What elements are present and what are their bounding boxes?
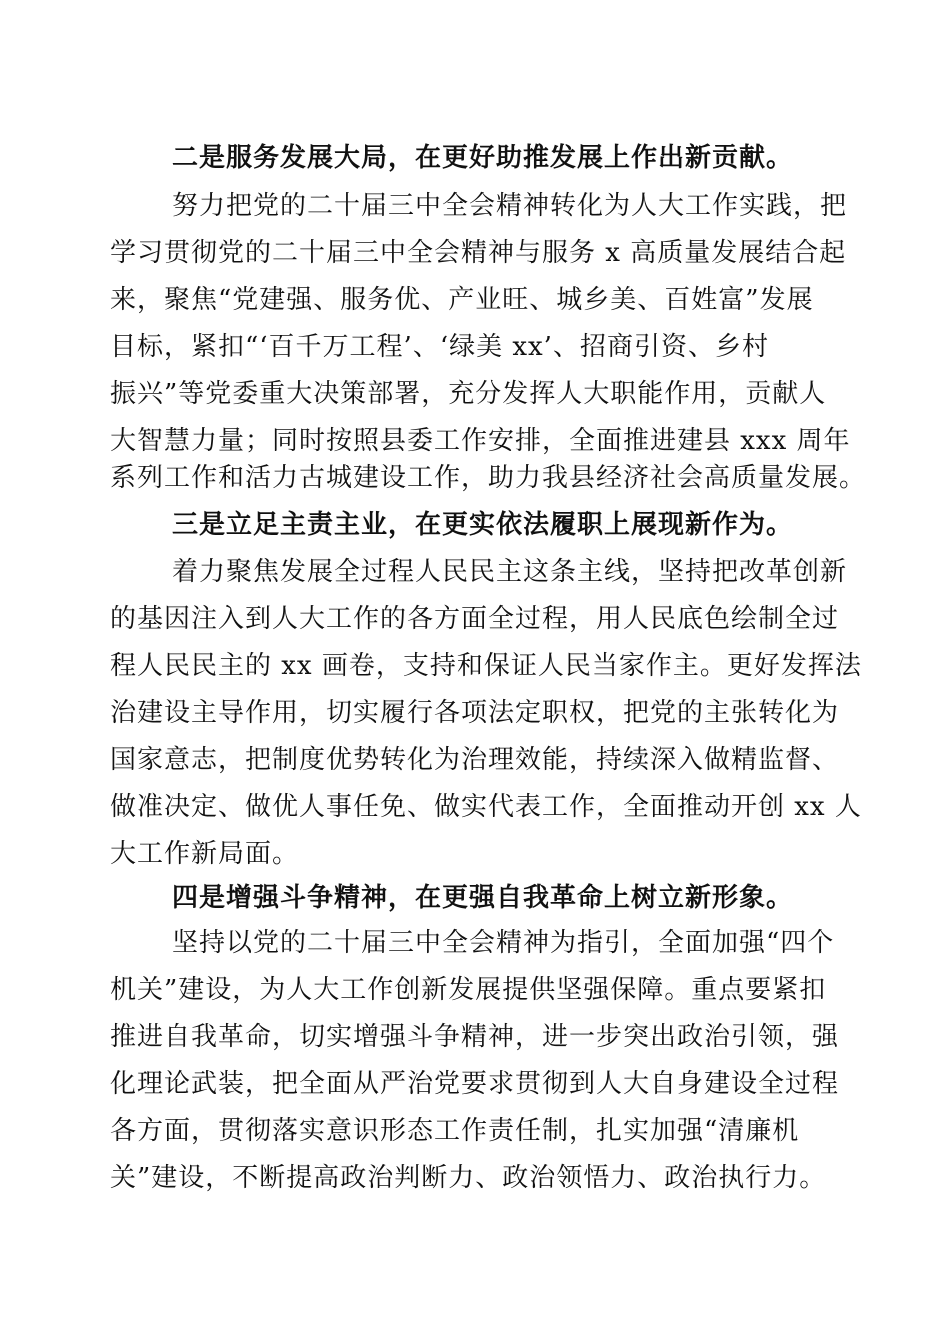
paragraph-line: 化理论武装，把全面从严治党要求贯彻到人大自身建设全过程: [110, 1069, 840, 1099]
paragraph-line: 来，聚焦“党建强、服务优、产业旺、城乡美、百姓富”发展: [110, 285, 814, 315]
paragraph-line: 努力把党的二十届三中全会精神转化为人大工作实践，把: [172, 191, 848, 221]
paragraph-line: 推进自我革命，切实增强斗争精神，进一步突出政治引领，强: [110, 1022, 840, 1052]
paragraph-line: 各方面，贯彻落实意识形态工作责任制，扎实加强“清廉机: [110, 1116, 800, 1146]
paragraph-line: 关”建设，不断提高政治判断力、政治领悟力、政治执行力。: [110, 1163, 827, 1193]
paragraph-line: 国家意志，把制度优势转化为治理效能，持续深入做精监督、: [110, 745, 840, 775]
paragraph-line: 大工作新局面。: [110, 839, 300, 869]
paragraph-line: 大智慧力量；同时按照县委工作安排，全面推进建县 xxx 周年: [110, 426, 851, 456]
section-heading-2: 二是服务发展大局，在更好助推发展上作出新贡献。: [172, 143, 794, 173]
paragraph-line: 机关”建设，为人大工作创新发展提供坚强保障。重点要紧扣: [110, 975, 827, 1005]
paragraph-line: 学习贯彻党的二十届三中全会精神与服务 x 高质量发展结合起: [110, 238, 847, 268]
section-heading-3: 三是立足主责主业，在更实依法履职上展现新作为。: [172, 510, 794, 540]
paragraph-line: 系列工作和活力古城建设工作，助力我县经济社会高质量发展。: [110, 463, 867, 493]
paragraph-line: 目标，紧扣“‘百千万工程’、‘绿美 xx’、招商引资、乡村: [110, 332, 769, 362]
paragraph-line: 着力聚焦发展全过程人民民主这条主线，坚持把改革创新: [172, 557, 848, 587]
paragraph-line: 振兴”等党委重大决策部署，充分发挥人大职能作用，贡献人: [110, 379, 827, 409]
paragraph-line: 做准决定、做优人事任免、做实代表工作，全面推动开创 xx 人: [110, 792, 862, 822]
paragraph-line: 的基因注入到人大工作的各方面全过程，用人民底色绘制全过: [110, 604, 840, 634]
paragraph-line: 程人民民主的 xx 画卷，支持和保证人民当家作主。更好发挥法: [110, 651, 862, 681]
section-heading-4: 四是增强斗争精神，在更强自我革命上树立新形象。: [172, 883, 794, 913]
paragraph-line: 坚持以党的二十届三中全会精神为指引，全面加强“四个: [172, 928, 835, 958]
paragraph-line: 治建设主导作用，切实履行各项法定职权，把党的主张转化为: [110, 698, 840, 728]
